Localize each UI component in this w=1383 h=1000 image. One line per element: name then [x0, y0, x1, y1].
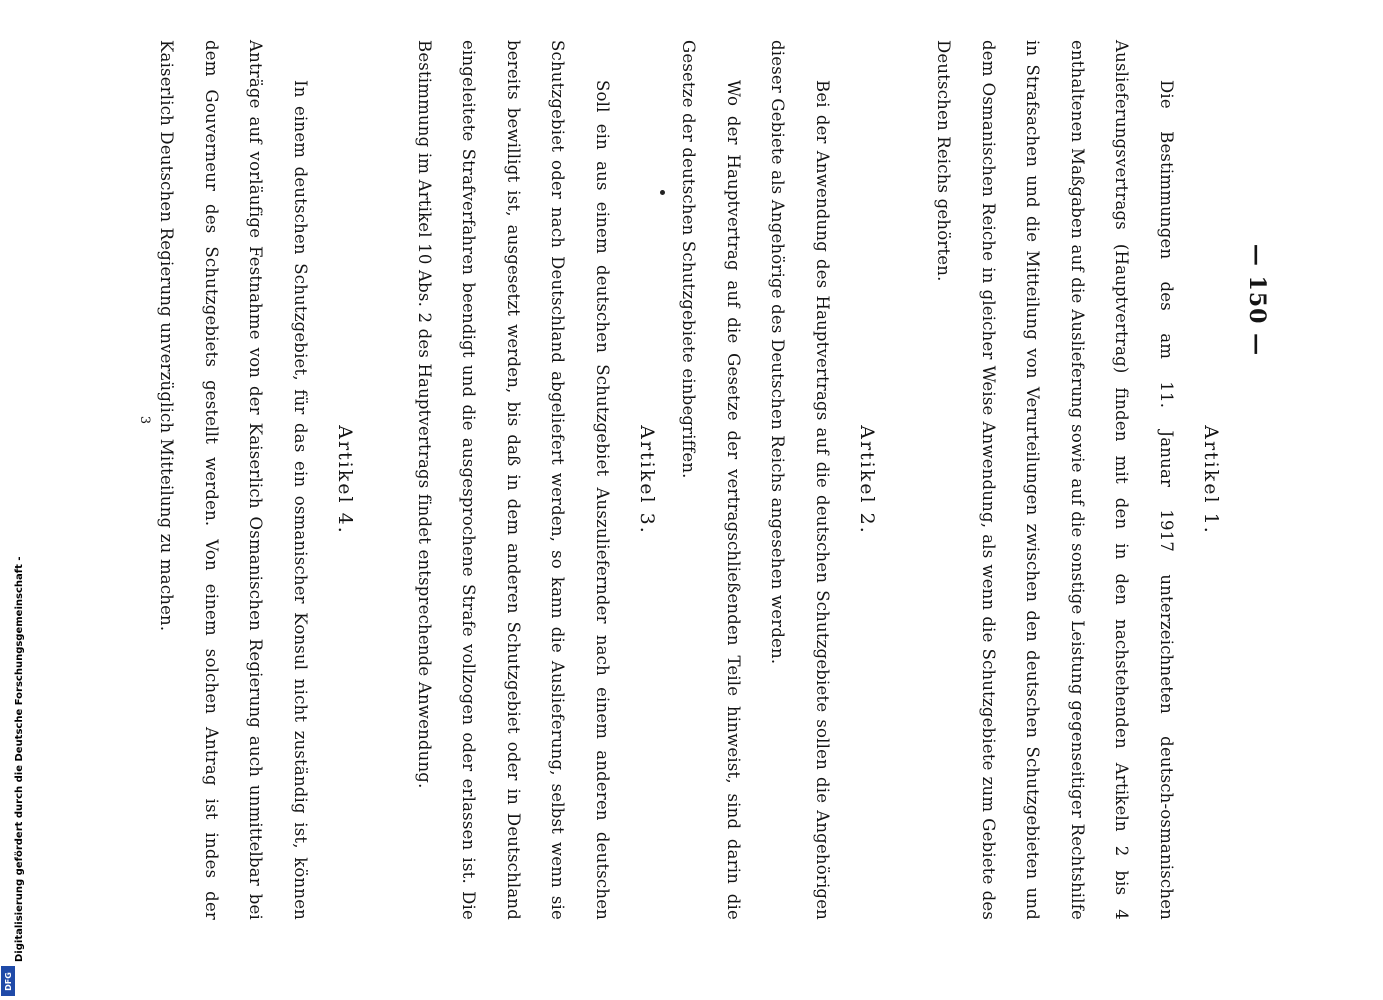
footer-credit-text: Digitalisierung gefördert durch die Deutsche Forschungsgemeinschaft - [14, 556, 25, 962]
article-1-heading: Artikel 1. [1200, 425, 1222, 535]
page-number-header: — 150 — [1244, 243, 1270, 357]
article-4-paragraph: In einem deutschen Schutzgebiet, für das ein osmanischer Konsul nicht zuständig ist, können Anträge auf vorläufige Festnahme von der Kaiserlich Osmanischen Regierung auch unmittelbar bei dem Gouverneur des Schutzgebiets gestellt werden. Von einem solchen Antrag ist indes der Kaiserlich Deutschen Regierung unverzüglich Mitteilung zu machen. [157, 40, 310, 920]
article-2-heading: Artikel 2. [856, 425, 878, 535]
digitization-footer [0, 0, 25, 1000]
article-2-paragraph-2: Wo der Hauptvertrag auf die Gesetze der vertragschließenden Teile hinweist, sind darin die Gesetze der deutschen Schutzgebiete einbegriffen. [679, 40, 743, 920]
dfg-logo-icon: DFG [1, 966, 15, 996]
speck-mark [660, 190, 665, 195]
article-2-paragraph-1: Bei der Anwendung des Hauptvertrags auf die deutschen Schutzgebiete sollen die Angehörigen dieser Gebiete als Angehörige des Deutschen Reichs angesehen werden. [768, 40, 832, 920]
article-3-paragraph: Soll ein aus einem deutschen Schutzgebiet Auszuliefernder nach einem anderen deutschen Schutzgebiet oder nach Deutschland abgeliefert werden, so kann die Auslieferung, selbst wenn sie bereits bewilligt ist, ausgesetzt werden, bis daß in dem anderen Schutzgebiet oder in Deutschland eingeleitete Strafverfahren beendigt und die ausgesprochene Strafe vollzogen oder erlassen ist. Die Bestimmung im Artikel 10 Abs. 2 des Hauptvertrags findet entsprechende Anwendung. [415, 40, 612, 920]
article-4-heading: Artikel 4. [334, 425, 356, 535]
article-3-heading: Artikel 3. [636, 425, 658, 535]
article-1-paragraph: Die Bestimmungen des am 11. Januar 1917 unterzeichneten deutsch-osmanischen Auslieferungsvertrags (Hauptvertrag) finden mit den in den nachstehenden Artikeln 2 bis 4 enthaltenen Maßgaben auf die Auslieferung sowie auf die sonstige Leistung gegenseitiger Rechtshilfe in Strafsachen und die Mitteilung von Verurteilungen zwischen den deutschen Schutzgebieten und dem Osmanischen Reiche in gleicher Weise Anwendung, als wenn die Schutzgebiete zum Gebiete des Deutschen Reichs gehörten. [934, 40, 1176, 920]
document-page [137, 40, 1270, 920]
signature-mark: 3 [137, 415, 152, 425]
